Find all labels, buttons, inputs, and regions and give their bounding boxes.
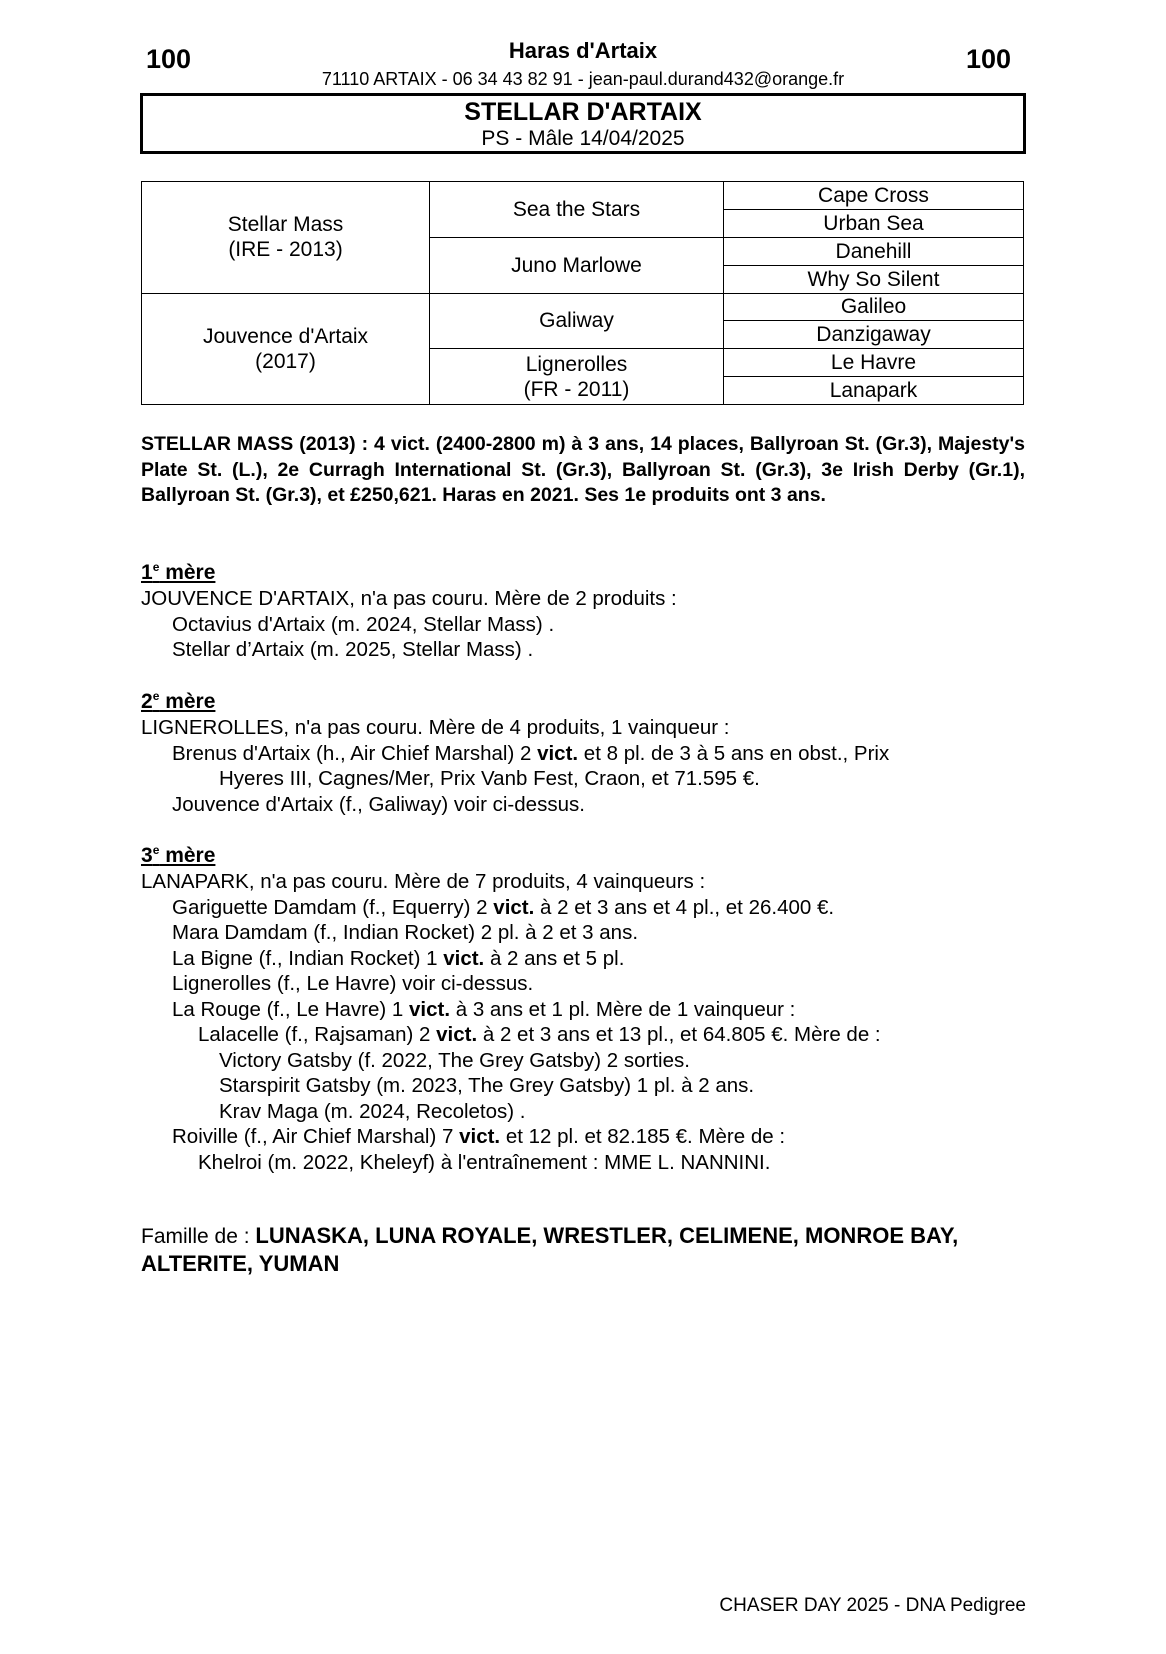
sire-sire-cell: Sea the Stars	[430, 182, 724, 238]
ss-sire-cell: Cape Cross	[724, 182, 1024, 210]
family-names: LUNASKA, LUNA ROYALE, WRESTLER, CELIMENE, MONROE BAY, ALTERITE, YUMAN	[141, 1223, 959, 1276]
dam-dam-name: Lignerolles	[525, 352, 628, 376]
produce-line: Brenus d'Artaix (h., Air Chief Marshal) 2 vict. et 8 pl. de 3 à 5 ans en obst., Prix	[172, 741, 890, 765]
produce-line: Lignerolles (f., Le Havre) voir ci-dessus.	[172, 972, 534, 995]
ds-dam-cell: Danzigaway	[724, 321, 1024, 349]
stud-contact: 71110 ARTAIX - 06 34 43 82 91 - jean-paul.durand432@orange.fr	[321, 69, 845, 89]
produce-line: Krav Maga (m. 2024, Recoletos) .	[219, 1099, 526, 1123]
produce-line: Roiville (f., Air Chief Marshal) 7 vict. et 12 pl. et 82.185 €. Mère de :	[172, 1125, 786, 1148]
produce-line: Octavius d'Artaix (m. 2024, Stellar Mass) .	[172, 612, 555, 636]
dd-dam-cell: Lanapark	[724, 377, 1024, 405]
third-dam-heading: 3e mère	[141, 843, 216, 867]
produce-line: Victory Gatsby (f. 2022, The Grey Gatsby) 2 sorties.	[219, 1048, 690, 1072]
produce-line: Jouvence d'Artaix (f., Galiway) voir ci-dessus.	[172, 792, 585, 816]
produce-line: Lalacelle (f., Rajsaman) 2 vict. à 2 et 3 ans et 13 pl., et 64.805 €. Mère de :	[198, 1023, 881, 1046]
horse-title-box	[140, 93, 1026, 154]
dam-dam-info: (FR - 2011)	[523, 377, 630, 401]
third-dam-section	[141, 837, 1041, 1175]
dam-name: Jouvence d'Artaix	[202, 324, 369, 348]
dam-info: (2017)	[255, 349, 316, 373]
ds-sire-cell: Galileo	[724, 293, 1024, 321]
second-dam-section	[141, 683, 1041, 817]
produce-line: La Bigne (f., Indian Rocket) 1 vict. à 2 ans et 5 pl.	[172, 946, 625, 970]
sd-sire-cell: Danehill	[724, 237, 1024, 265]
pedigree-table	[141, 181, 1024, 405]
third-dam-intro: LANAPARK, n'a pas couru. Mère de 7 produits, 4 vainqueurs :	[141, 870, 706, 893]
sire-dam-cell: Juno Marlowe	[430, 237, 724, 293]
first-dam-intro: JOUVENCE D'ARTAIX, n'a pas couru. Mère de 2 produits :	[141, 587, 677, 610]
produce-line: Gariguette Damdam (f., Equerry) 2 vict. à 2 et 3 ans et 4 pl., et 26.400 €.	[172, 895, 835, 919]
sd-dam-cell: Why So Silent	[724, 265, 1024, 293]
first-dam-heading: 1e mère	[141, 560, 216, 584]
horse-details: PS - Mâle 14/04/2025	[481, 127, 685, 150]
ss-dam-cell: Urban Sea	[724, 209, 1024, 237]
stud-name: Haras d'Artaix	[508, 38, 658, 63]
sire-cell	[142, 182, 430, 294]
sire-summary: STELLAR MASS (2013) : 4 vict. (2400-2800 m) à 3 ans, 14 places, Ballyroan St. (Gr.3), Majesty's Plate St. (L.), 2e Curragh International St. (Gr.3), Ballyroan St. (Gr.3), 3e Irish Derby (Gr.1), Ballyroan St. (Gr.3), et £250,621. Haras en 2021. Ses 1e produits ont 3 ans.	[141, 433, 1025, 506]
produce-line: Mara Damdam (f., Indian Rocket) 2 pl. à 2 et 3 ans.	[172, 921, 639, 944]
lot-number-left: 100	[146, 44, 192, 74]
page-footer: CHASER DAY 2025 - DNA Pedigree	[719, 1595, 1026, 1616]
sire-info: (IRE - 2013)	[228, 238, 343, 262]
produce-line: Khelroi (m. 2022, Kheleyf) à l'entraînement : MME L. NANNINI.	[198, 1150, 771, 1174]
dam-dam-cell	[430, 349, 724, 405]
produce-line-cont: Hyeres III, Cagnes/Mer, Prix Vanb Fest, Craon, et 71.595 €.	[219, 767, 760, 790]
dd-sire-cell: Le Havre	[724, 349, 1024, 377]
family-label: Famille de :	[141, 1225, 256, 1248]
sire-name: Stellar Mass	[227, 213, 344, 237]
dam-sire-cell: Galiway	[430, 293, 724, 349]
family-line	[141, 1222, 1041, 1278]
second-dam-intro: LIGNEROLLES, n'a pas couru. Mère de 4 produits, 1 vainqueur :	[141, 716, 730, 739]
produce-line: Starspirit Gatsby (m. 2023, The Grey Gatsby) 1 pl. à 2 ans.	[219, 1074, 755, 1097]
produce-line: La Rouge (f., Le Havre) 1 vict. à 3 ans et 1 pl. Mère de 1 vainqueur :	[172, 997, 796, 1021]
horse-name: STELLAR D'ARTAIX	[464, 98, 702, 126]
second-dam-heading: 2e mère	[141, 689, 216, 713]
produce-line: Stellar d’Artaix (m. 2025, Stellar Mass) .	[172, 638, 534, 661]
dam-cell	[142, 293, 430, 405]
lot-number-right: 100	[966, 44, 1012, 74]
first-dam-section	[141, 554, 1041, 663]
